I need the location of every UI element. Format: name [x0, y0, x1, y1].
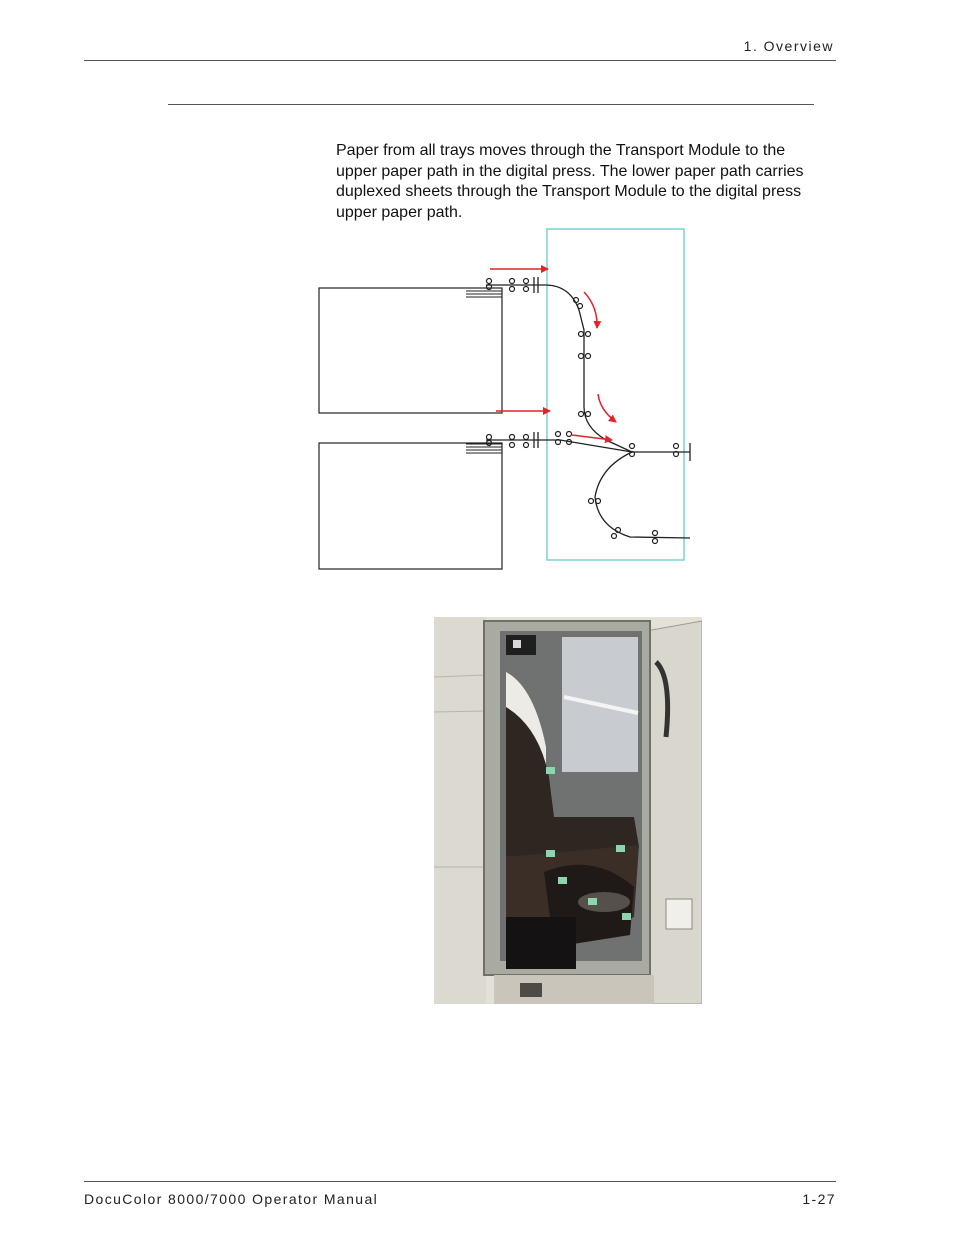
direction-arrows [490, 269, 616, 440]
section-rule [168, 104, 814, 105]
arrow-duplex-curve [598, 394, 616, 422]
lower-tray [319, 443, 502, 569]
transport-module-outline [547, 229, 684, 560]
gates [534, 277, 690, 461]
footer-manual-title: DocuColor 8000/7000 Operator Manual [84, 1191, 379, 1207]
arrow-lower-path [572, 435, 612, 440]
footer-page-number: 1-27 [802, 1191, 836, 1207]
header-rule [84, 60, 836, 61]
footer-rule [84, 1181, 836, 1182]
header-section-title: 1. Overview [743, 38, 834, 54]
paper-path-diagram [300, 222, 700, 574]
transport-module-photo [434, 617, 702, 1004]
upper-tray [319, 288, 502, 413]
intro-paragraph: Paper from all trays moves through the Transport Module to the upper paper path in the digital press. The lower paper path carries duplexed sheets through the Transport Module to the digital press upper paper path. [336, 142, 804, 221]
arrow-upper-down [584, 292, 597, 328]
